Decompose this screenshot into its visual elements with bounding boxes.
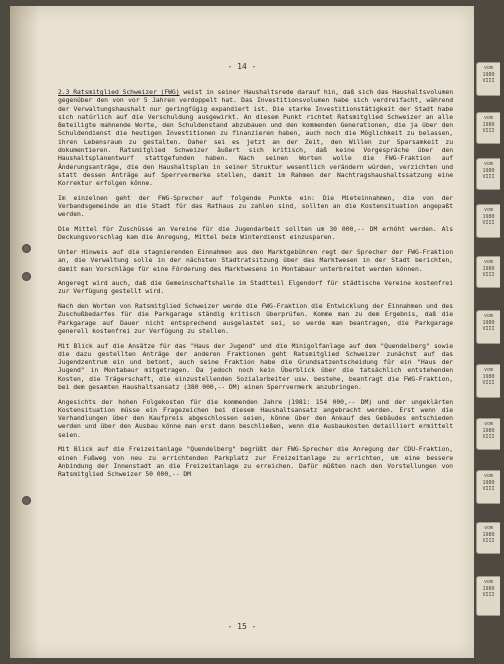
section-heading: 2.3 Ratsmitglied Schweizer (FWG) xyxy=(58,88,180,96)
index-tab[interactable]: vom 1980 VIII xyxy=(476,364,500,398)
paragraph: Mit Blick auf die Ansätze für das "Haus der Jugend" und die Minigolfanlage auf dem "Quendelberg" sowie die dazu gestellten Anträge der anderen Fraktionen geht Ratsmitglied Schweizer zunächst auf das Jugendzentrum ein und betont, auch seine Fraktion habe die Grundsatzentscheidung für ein "Haus der Jugend" in Montabaur mitgetragen. Da jedoch noch kein Überblick über die tatsächlich entstehenden Kosten, die Trägerschaft, die einzustellenden Sozialarbeiter usw. bestehe, beantragt die FWG-Fraktion, bei dem gesamten Haushaltsansatz (380 000,-- DM) einen Sperrvermerk anzubringen. xyxy=(58,341,453,391)
index-tab[interactable]: vom 1980 VIII xyxy=(476,204,500,238)
punch-hole-upper xyxy=(22,244,31,253)
document-page xyxy=(10,6,474,658)
page-number-bottom: - 15 - xyxy=(227,622,257,631)
paragraph: Nach den Worten von Ratsmitglied Schweizer werde die FWG-Fraktion die Entwicklung der Einnahmen und des Zuschußbedarfes für die Parkgarage ständig kritisch überprüfen. Komme man zu dem Ergebnis, daß die Parkgarage auf Dauer nicht entsprechend ausgelastet sei, so werde man beantragen, die Parkgarage generell kostenfrei zur Verfügung zu stellen. xyxy=(58,302,453,335)
punch-hole-middle xyxy=(22,272,31,281)
index-tab-strip xyxy=(474,0,504,664)
index-tab[interactable]: vom 1980 VIII xyxy=(476,522,500,554)
index-tab[interactable]: vom 1980 VIII xyxy=(476,310,500,344)
paragraph: Angeregt wird auch, daß die Gemeinschaftshalle im Stadtteil Elgendorf für städtische Vereine kostenfrei zur Verfügung gestellt wird. xyxy=(58,279,453,296)
index-tab[interactable]: vom 1980 VIII xyxy=(476,576,500,616)
index-tab[interactable]: vom 1980 VIII xyxy=(476,158,500,190)
index-tab[interactable]: vom 1980 VIII xyxy=(476,470,500,504)
paragraph-intro-text: weist in seiner Haushaltsrede darauf hin, daß sich das Haushaltsvolumen gegenüber den von vor 5 Jahren verdoppelt hat. Das Investitionsvolumen habe sich verdreifacht, während der Verwaltungshaushalt nur geringfügig expandiert ist. Die starke Investitionstätigkeit der Stadt habe sich natürlich auf die Verschuldung ausgewirkt. An diesem Punkt richtet Ratsmitglied Schweizer an alle Beteiligte mahnende Worte, den Schuldenstand abzubauen und den kommenden Generationen, die ja über den Schuldendienst die heutigen Investitionen zu finanzieren haben, auch noch die Möglichkeit zu belassen, ihren Lebensraum zu gestalten. Daher sei es jetzt an der Zeit, den Willen zur Sparsamkeit zu dokumentieren. Ratsmitglied Schweizer äußert sich kritisch, daß keine Vorgespräche über den Haushaltsplanentwurf stattgefunden haben. Nach seinen Worten wolle die FWG-Fraktion auf Änderungsanträge, die den Haushaltsplan in seiner Struktur wesentlich verändern würden, verzichten und statt dessen Anträge auf Sperrvermerke stellen, damit im Rahmen der Nachtragshaushaltssatzung eine Korrektur erfolgen könne. xyxy=(58,88,453,188)
paragraph: Angesichts der hohen Folgekosten für die kommenden Jahre (1981: 154 000,-- DM) und der ungeklärten Kostensituation müsse ein Fragezeichen bei diesem Haushaltsansatz angebracht werden. Erst wenn die Verhandlungen über den Kaufpreis abgeschlossen seien, könne über den Ankauf des Gebäudes entschieden werden und über den Ausbau könne man erst dann beschließen, wenn die Ausbaukosten detailliert ermittelt seien. xyxy=(58,397,453,439)
punch-hole-lower xyxy=(22,496,31,505)
paragraph: Die Mittel für Zuschüsse an Vereine für die Jugendarbeit sollten um 30 000,-- DM erhöht werden. Als Deckungsvorschlag kam die Anregung, Mittel beim Winterdienst einzusparen. xyxy=(58,225,453,242)
index-tab[interactable]: vom 1980 VIII xyxy=(476,418,500,450)
document-body xyxy=(58,88,453,485)
index-tab[interactable]: vom 1980 VIII xyxy=(476,62,500,96)
page-number-top: - 14 - xyxy=(227,62,257,71)
index-tab[interactable]: vom 1980 VIII xyxy=(476,112,500,144)
binder-shadow xyxy=(10,6,40,658)
paragraph: Unter Hinweis auf die stagnierenden Einnahmen aus den Marktgebühren regt der Sprecher der FWG-Fraktion an, die Verwaltung solle in der nächsten Stadtratsitzung über das Marktwesen in der Stadt berichten, damit man Vorschläge für eine Förderung des Marktwesens in Montabaur unterbreitet werden können. xyxy=(58,247,453,273)
paragraph: Mit Blick auf die Freizeitanlage "Quendelberg" begrüßt der FWG-Sprecher die Anregung der CDU-Fraktion, einen Fußweg von neu zu errichtenden Parkplatz zur Freizeitanlage zu errichten, um eine bessere Anbindung der Innenstadt an die Freizeitanlage zu erreichen. Dafür müßten nach den Vorstellungen von Ratsmitglied Schweizer 50 000,-- DM xyxy=(58,445,453,479)
index-tab[interactable]: vom 1980 VIII xyxy=(476,256,500,288)
paragraph: Im einzelnen geht der FWG-Sprecher auf folgende Punkte ein: Die Mieteinnahmen, die von der Verbandsgemeinde an die Stadt für das Rathaus zu zahlen sind, sollten an die Kostensituation angepaßt werden. xyxy=(58,193,453,219)
paragraph-intro xyxy=(58,88,453,188)
